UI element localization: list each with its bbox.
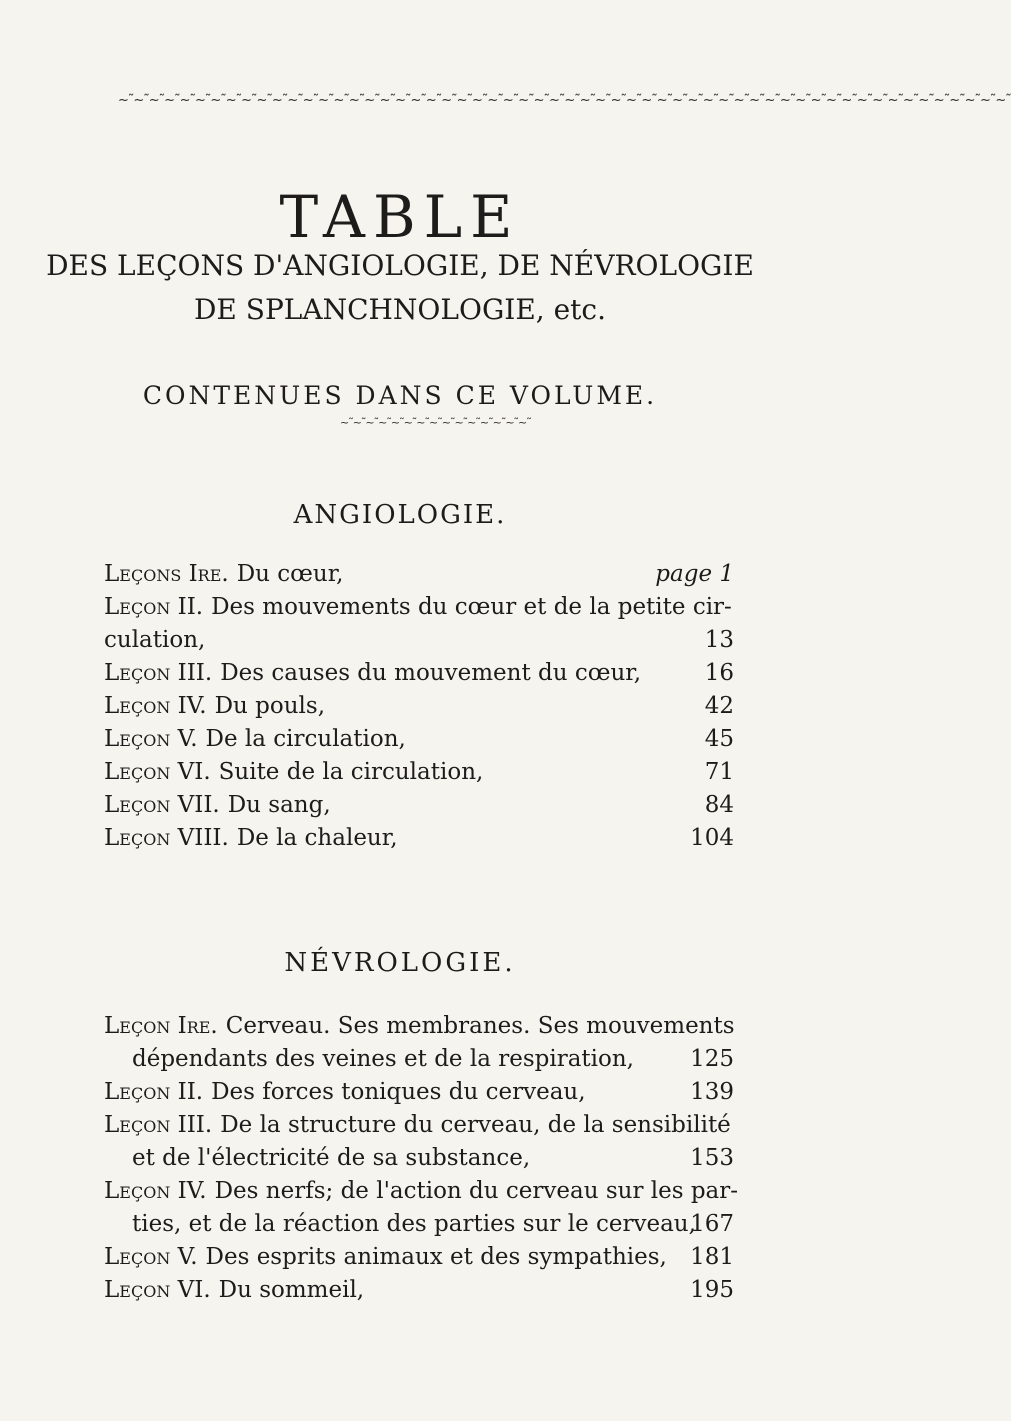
toc-entry-label: Leçon IV.: [104, 1178, 207, 1204]
toc-entry-title: Des forces toniques du cerveau,: [211, 1079, 586, 1105]
middle-ornament-rule: ~˜~˜~˜~˜~˜~˜~˜~˜~˜~˜~˜~˜~˜~˜~˜: [340, 416, 531, 429]
toc-entry: [104, 1243, 734, 1271]
toc-entry-title: De la structure du cerveau, de la sensibilité: [220, 1112, 731, 1138]
toc-entry-title: De la circulation,: [205, 726, 406, 752]
toc-entry-label: Leçon V.: [104, 726, 198, 752]
toc-entry: [104, 692, 734, 720]
toc-entry-title-continued: et de l'électricité de sa substance,: [132, 1145, 531, 1171]
toc-entry-page: 104: [690, 825, 734, 851]
toc-entry-title: Suite de la circulation,: [218, 759, 484, 785]
subtitle-line-1: DES LEÇONS D'ANGIOLOGIE, DE NÉVROLOGIE: [46, 249, 754, 282]
section-heading-angiologie: ANGIOLOGIE.: [293, 500, 507, 530]
toc-entry: [104, 1078, 734, 1106]
toc-entry-label: Leçon VI.: [104, 1277, 211, 1303]
toc-entry-title: Du sang,: [227, 792, 331, 818]
toc-entry-title: De la chaleur,: [236, 825, 398, 851]
toc-entry-label: Leçon Ire.: [104, 1013, 218, 1039]
toc-entry-title: Des causes du mouvement du cœur,: [220, 660, 642, 686]
section-heading-nevrologie: NÉVROLOGIE.: [284, 948, 516, 978]
toc-entry-label: Leçon VIII.: [104, 825, 229, 851]
toc-entry-page: 153: [690, 1145, 734, 1171]
toc-entry: [104, 659, 734, 687]
subtitle-line-2: DE SPLANCHNOLOGIE, etc.: [193, 293, 607, 326]
toc-entry-title: Des nerfs; de l'action du cerveau sur les par-: [214, 1178, 739, 1204]
toc-entry-continuation: [104, 626, 734, 654]
toc-entry-title-continued: culation,: [104, 627, 206, 653]
toc-entry-title-continued: dépendants des veines et de la respiration,: [132, 1046, 634, 1072]
toc-entry-continuation: [132, 1045, 734, 1073]
toc-entry-title: Du cœur,: [236, 561, 344, 587]
toc-entry-label: Leçon III.: [104, 660, 213, 686]
toc-entry-label: Leçon IV.: [104, 693, 207, 719]
toc-entry-title: Des mouvements du cœur et de la petite cir-: [211, 594, 732, 620]
toc-entry: [104, 1177, 739, 1205]
toc-entry: [104, 824, 734, 852]
toc-entry-page: 125: [690, 1046, 734, 1072]
toc-entry: [104, 560, 734, 588]
toc-entry: [104, 593, 734, 621]
toc-entry-title: Du sommeil,: [218, 1277, 365, 1303]
toc-entry: [104, 791, 734, 819]
toc-entry-page: 45: [704, 726, 734, 752]
subtitle-line-3: CONTENUES DANS CE VOLUME.: [142, 381, 658, 410]
toc-entry-label: Leçons Ire.: [104, 561, 229, 587]
toc-entry: [104, 1012, 734, 1040]
toc-entry-label: Leçon II.: [104, 594, 204, 620]
toc-entry-page: 139: [690, 1079, 734, 1105]
toc-entry-label: Leçon III.: [104, 1112, 213, 1138]
toc-entry-title-continued: ties, et de la réaction des parties sur le cerveau,: [132, 1211, 696, 1237]
toc-entry-label: Leçon VII.: [104, 792, 220, 818]
toc-entry-title: Des esprits animaux et des sympathies,: [205, 1244, 667, 1270]
toc-entry: [104, 1111, 734, 1139]
toc-entry-title: Du pouls,: [214, 693, 326, 719]
toc-entry-continuation: [132, 1210, 734, 1238]
toc-entry-page: page 1: [655, 561, 734, 587]
toc-entry-page: 16: [704, 660, 734, 686]
toc-entry-label: Leçon V.: [104, 1244, 198, 1270]
toc-entry-page: 167: [690, 1211, 734, 1237]
toc-entry-page: 71: [704, 759, 734, 785]
toc-entry: [104, 758, 734, 786]
toc-entry-page: 13: [704, 627, 734, 653]
toc-entry-label: Leçon II.: [104, 1079, 204, 1105]
toc-entry-page: 84: [704, 792, 734, 818]
top-ornament-rule: ~˜~˜~˜~˜~˜~˜~˜~˜~˜~˜~˜~˜~˜~˜~˜~˜~˜~˜~˜~˜~˜~˜~˜~˜~˜~˜~˜~˜~˜~˜~˜~˜~˜~˜~˜~˜~˜~˜~˜~˜~˜~˜~˜~˜~˜~˜~˜~˜~˜~˜~˜~˜~˜~˜~˜~˜~˜~˜: [118, 93, 1011, 108]
toc-entry-page: 195: [690, 1277, 734, 1303]
toc-entry: [104, 725, 734, 753]
toc-entry-page: 181: [690, 1244, 734, 1270]
toc-entry-label: Leçon VI.: [104, 759, 211, 785]
toc-entry: [104, 1276, 734, 1304]
toc-entry-page: 42: [704, 693, 734, 719]
toc-entry-title: Cerveau. Ses membranes. Ses mouvements: [225, 1013, 735, 1039]
toc-entry-continuation: [132, 1144, 734, 1172]
page-title: TABLE: [279, 182, 521, 251]
